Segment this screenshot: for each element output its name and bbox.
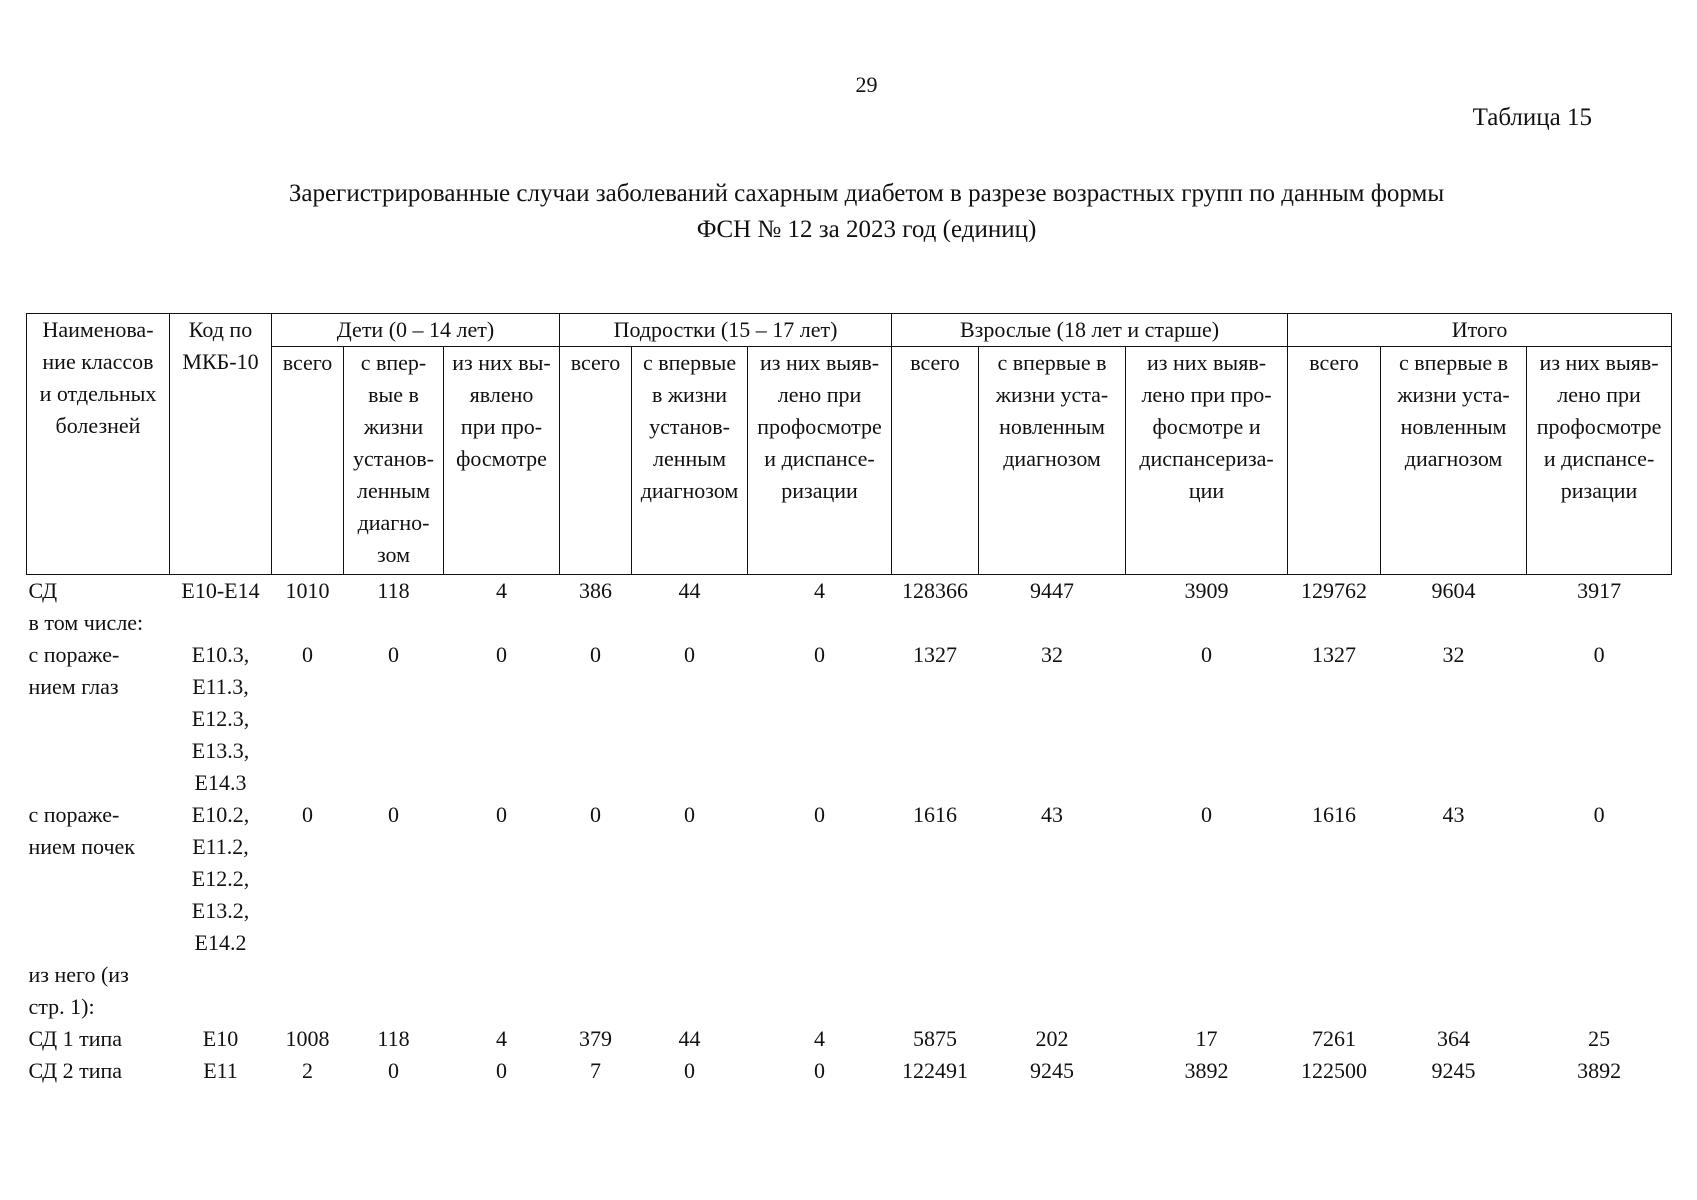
table-row-type1 xyxy=(27,1023,1672,1055)
row-name: с пораже- нием почек xyxy=(28,802,135,859)
table-title xyxy=(0,176,1697,248)
cell-teens-prof: 0 xyxy=(814,642,826,667)
cell-total-prof: 0 xyxy=(1593,802,1605,827)
cell-children-first: 0 xyxy=(388,802,399,827)
cell-teens-first: 0 xyxy=(684,642,696,667)
cell-adults-all: 122491 xyxy=(902,1058,969,1083)
cell-children-first: 0 xyxy=(388,1058,399,1083)
cell-adults-prof: 17 xyxy=(1195,1026,1218,1051)
cell-teens-first: 44 xyxy=(678,1026,701,1051)
cell-teens-prof: 4 xyxy=(814,1026,826,1051)
cell-children-prof: 4 xyxy=(496,1026,507,1051)
diabetes-table xyxy=(26,313,1672,1087)
row-name: СД 1 типа xyxy=(28,1026,123,1051)
cell-teens-all: 379 xyxy=(579,1026,613,1051)
cell-children-all: 1008 xyxy=(285,1026,330,1051)
cell-children-first: 118 xyxy=(377,1026,410,1051)
cell-adults-prof: 3892 xyxy=(1184,1058,1229,1083)
cell-adults-prof: 3909 xyxy=(1184,578,1229,603)
cell-adults-all: 5875 xyxy=(913,1026,958,1051)
cell-teens-all: 7 xyxy=(590,1058,602,1083)
header-total-prof: из них выяв- лено при профосмотре и диспансе- ризации xyxy=(1527,347,1672,575)
header-teens-prof: из них выяв- лено при профосмотре и диспансе- ризации xyxy=(748,347,892,575)
cell-children-prof: 0 xyxy=(496,642,507,667)
header-group-children: Дети (0 – 14 лет) xyxy=(272,314,560,347)
header-children-prof: из них вы- явлено при про- фосмотре xyxy=(444,347,560,575)
cell-teens-prof: 4 xyxy=(814,578,826,603)
header-adults-first: с впервые в жизни уста- новленным диагнозом xyxy=(979,347,1126,575)
cell-total-all: 1327 xyxy=(1312,642,1357,667)
row-name: СД xyxy=(28,578,58,603)
header-group-adults: Взрослые (18 лет и старше) xyxy=(892,314,1288,347)
table-title-line-2: ФСН № 12 за 2023 год (единиц) xyxy=(696,216,1037,243)
cell-children-prof: 0 xyxy=(496,1058,507,1083)
page-number: 29 xyxy=(855,72,878,97)
table-label: Таблица 15 xyxy=(1472,104,1592,131)
cell-total-prof: 25 xyxy=(1588,1026,1611,1051)
cell-total-first: 43 xyxy=(1442,802,1465,827)
header-total-first: с впервые в жизни уста- новленным диагнозом xyxy=(1381,347,1527,575)
cell-total-all: 1616 xyxy=(1312,802,1357,827)
header-name-column: Наименова- ние классов и отдельных болезней xyxy=(27,314,170,575)
cell-teens-all: 0 xyxy=(590,642,602,667)
cell-adults-all: 1327 xyxy=(913,642,958,667)
cell-teens-first: 0 xyxy=(684,802,696,827)
header-children-first: с впер- вые в жизни установ- ленным диагно- зом xyxy=(344,347,444,575)
cell-adults-all: 1616 xyxy=(913,802,958,827)
cell-teens-prof: 0 xyxy=(814,1058,826,1083)
cell-children-all: 0 xyxy=(302,642,313,667)
cell-total-first: 9604 xyxy=(1431,578,1476,603)
header-group-total: Итого xyxy=(1288,314,1672,347)
header-group-teens: Подростки (15 – 17 лет) xyxy=(560,314,892,347)
row-code: Е10.3, Е11.3, Е12.3, Е13.3, Е14.3 xyxy=(191,642,250,795)
table-row-type2 xyxy=(27,1055,1672,1087)
cell-teens-all: 386 xyxy=(579,578,613,603)
cell-adults-first: 43 xyxy=(1041,802,1064,827)
row-name: из него (из стр. 1): xyxy=(28,962,129,1019)
table-title-line-1: Зарегистрированные случаи заболеваний сахарным диабетом в разрезе возрастных групп по данным формы xyxy=(288,180,1445,207)
header-teens-all: всего xyxy=(560,347,632,575)
row-name: с пораже- нием глаз xyxy=(28,642,120,699)
header-children-all: всего xyxy=(272,347,344,575)
row-empty xyxy=(272,607,1672,639)
cell-adults-first: 9447 xyxy=(1030,578,1075,603)
cell-children-all: 0 xyxy=(302,802,313,827)
cell-teens-all: 0 xyxy=(590,802,602,827)
header-adults-all: всего xyxy=(892,347,979,575)
cell-total-first: 364 xyxy=(1437,1026,1471,1051)
header-code-column: Код по МКБ-10 xyxy=(170,314,272,575)
cell-total-all: 129762 xyxy=(1301,578,1368,603)
row-name: СД 2 типа xyxy=(28,1058,123,1083)
row-code: Е10.2, Е11.2, Е12.2, Е13.2, Е14.2 xyxy=(191,802,250,955)
cell-adults-prof: 0 xyxy=(1201,802,1213,827)
table-row-kidneys xyxy=(27,799,1672,959)
cell-total-all: 122500 xyxy=(1301,1058,1368,1083)
cell-adults-first: 202 xyxy=(1035,1026,1069,1051)
row-empty xyxy=(170,959,1672,1023)
cell-total-prof: 0 xyxy=(1593,642,1605,667)
cell-total-first: 9245 xyxy=(1431,1058,1476,1083)
cell-teens-prof: 0 xyxy=(814,802,826,827)
cell-adults-first: 9245 xyxy=(1030,1058,1075,1083)
cell-children-all: 2 xyxy=(302,1058,313,1083)
cell-adults-first: 32 xyxy=(1041,642,1064,667)
cell-children-prof: 4 xyxy=(496,578,507,603)
cell-total-prof: 3892 xyxy=(1577,1058,1622,1083)
header-adults-prof: из них выяв- лено при про- фосмотре и диспансериза- ции xyxy=(1126,347,1288,575)
row-code: Е10 xyxy=(202,1026,239,1051)
table-row-eyes xyxy=(27,639,1672,799)
table-row-including xyxy=(27,607,1672,639)
cell-teens-first: 44 xyxy=(678,578,701,603)
cell-adults-all: 128366 xyxy=(902,578,969,603)
cell-adults-prof: 0 xyxy=(1201,642,1213,667)
table-row-sd xyxy=(27,575,1672,608)
row-name: в том числе: xyxy=(28,610,144,635)
table-row-of-which xyxy=(27,959,1672,1023)
cell-total-prof: 3917 xyxy=(1577,578,1622,603)
row-code: Е11 xyxy=(203,1058,238,1083)
cell-children-first: 0 xyxy=(388,642,399,667)
cell-children-all: 1010 xyxy=(285,578,330,603)
header-teens-first: с впервые в жизни установ- ленным диагнозом xyxy=(632,347,748,575)
cell-total-first: 32 xyxy=(1442,642,1465,667)
cell-children-first: 118 xyxy=(377,578,410,603)
row-code: Е10-Е14 xyxy=(181,578,260,603)
header-row-sub xyxy=(27,347,1672,575)
cell-children-prof: 0 xyxy=(496,802,507,827)
header-total-all: всего xyxy=(1288,347,1381,575)
header-row-groups xyxy=(27,314,1672,347)
cell-total-all: 7261 xyxy=(1312,1026,1357,1051)
cell-teens-first: 0 xyxy=(684,1058,696,1083)
